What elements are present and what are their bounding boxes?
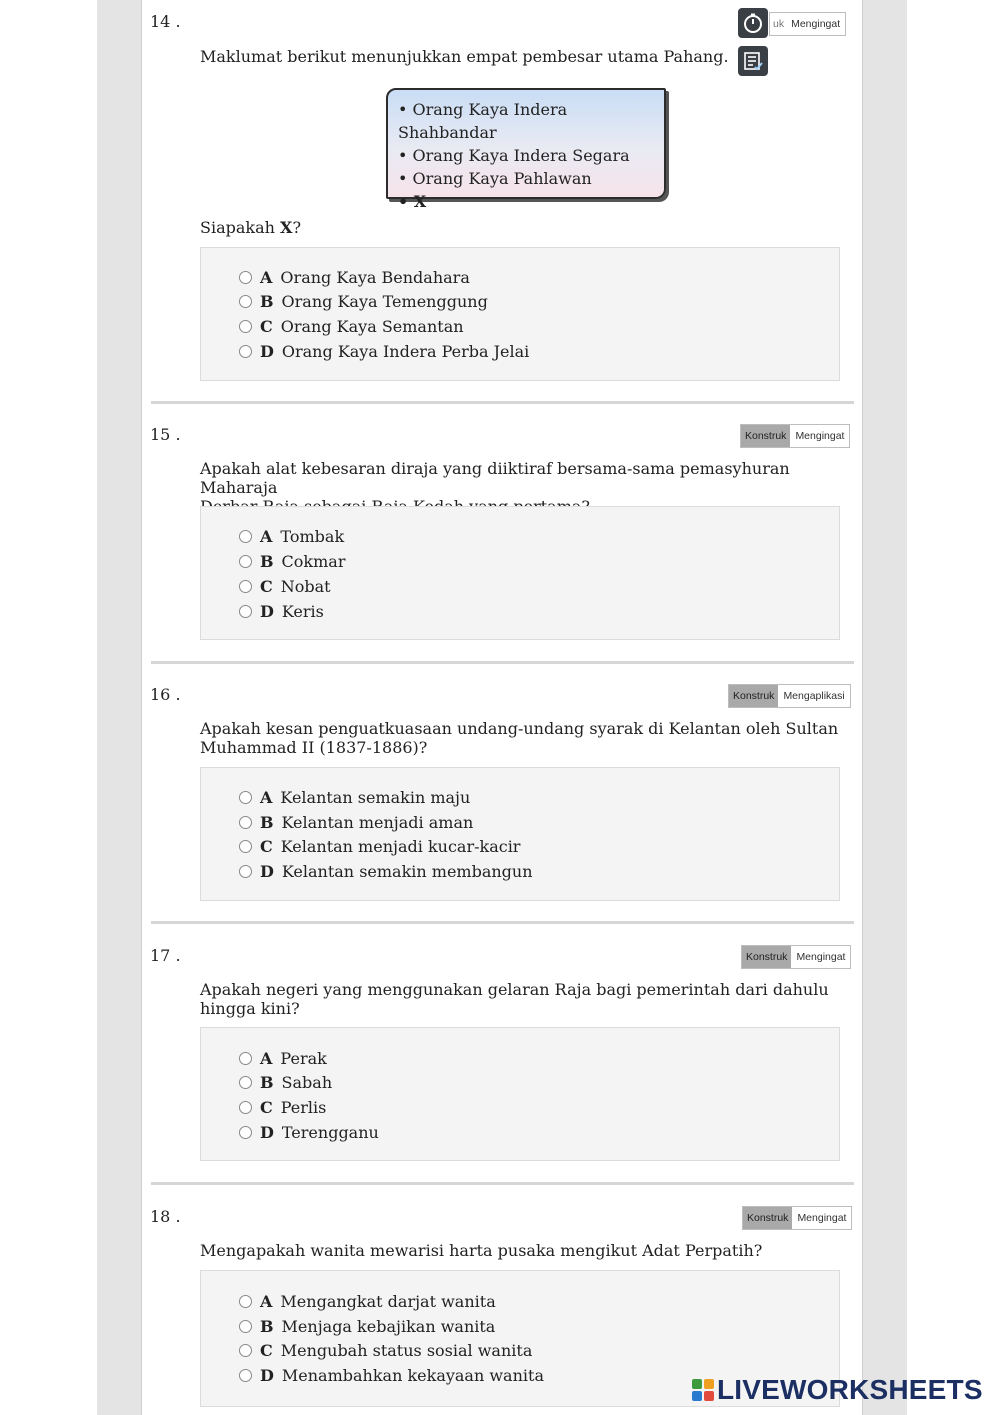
tag-level: Mengingat [791,946,850,968]
option-letter: D [260,342,274,361]
section-divider [151,921,854,924]
option-16-d[interactable] [239,862,533,881]
option-text: Sabah [281,1073,333,1092]
option-text: Tombak [280,527,345,546]
option-text: Keris [281,602,324,621]
info-callout-box [386,88,666,211]
radio-button[interactable] [239,1344,252,1357]
question-stem-18: Mengapakah wanita mewarisi harta pusaka mengikut Adat Perpatih? [200,1241,763,1260]
radio-button[interactable] [239,1076,252,1089]
question-number-17: 17 . [150,946,181,965]
option-text: Kelantan semakin membangun [281,862,533,881]
tag-construct: Konstruk [741,425,790,447]
option-text: Orang Kaya Semantan [280,317,464,336]
stem-line: Apakah negeri yang menggunakan gelaran Raja bagi pemerintah dari dahulu [200,980,829,999]
option-17-c[interactable] [239,1098,326,1117]
tag-construct: Konstruk [729,685,778,707]
question-stem-14: Maklumat berikut menunjukkan empat pembesar utama Pahang. [200,47,729,66]
option-text: Kelantan menjadi kucar-kacir [280,837,521,856]
option-15-c[interactable] [239,577,331,596]
options-box-14 [200,247,840,381]
option-text: Mengubah status sosial wanita [280,1341,533,1360]
right-gutter [862,0,907,1415]
timer-icon [742,12,764,34]
radio-button[interactable] [239,555,252,568]
option-18-d[interactable] [239,1366,544,1385]
option-14-d[interactable] [239,342,529,361]
option-letter: B [260,1073,274,1092]
stem-line: Muhammad II (1837-1886)? [200,738,428,757]
left-gutter [97,0,142,1415]
options-box-16 [200,767,840,901]
option-text: Menjaga kebajikan wanita [281,1317,496,1336]
option-16-b[interactable] [239,813,473,832]
logo-grid-icon [692,1379,714,1401]
stem-line: Apakah kesan penguatkuasaan undang-undang syarak di Kelantan oleh Sultan [200,719,839,738]
option-letter: D [260,862,274,881]
question-stem-16 [200,719,855,757]
option-14-c[interactable] [239,317,464,336]
option-text: Perak [280,1049,327,1068]
option-letter: D [260,602,274,621]
option-letter: C [260,837,273,856]
option-14-a[interactable] [239,268,470,287]
option-letter: B [260,292,274,311]
radio-button[interactable] [239,1320,252,1333]
option-letter: A [260,527,273,546]
option-text: Terengganu [281,1123,379,1142]
section-divider [151,661,854,664]
question-number-18: 18 . [150,1207,181,1226]
callout-item: • X [398,190,664,213]
logo-text: LIVEWORKSHEETS [717,1374,983,1405]
question-tag-18 [742,1206,852,1230]
options-box-17 [200,1027,840,1161]
option-text: Mengangkat darjat wanita [280,1292,496,1311]
tag-level: Mengaplikasi [778,685,849,707]
question-tag-17 [741,945,851,969]
options-box-15 [200,506,840,640]
option-18-a[interactable] [239,1292,496,1311]
tag-construct: Konstruk [742,946,791,968]
option-14-b[interactable] [239,292,488,311]
radio-button[interactable] [239,1369,252,1382]
tag-construct: uk [770,13,786,35]
question-number-14: 14 . [150,12,181,31]
prompt-text: Siapakah [200,218,281,237]
option-letter: A [260,1049,273,1068]
radio-button[interactable] [239,580,252,593]
callout-item: • Orang Kaya Pahlawan [398,167,664,190]
left-margin [0,0,97,1415]
radio-button[interactable] [239,840,252,853]
option-letter: B [260,552,274,571]
radio-button[interactable] [239,271,252,284]
stem-line: Apakah alat kebesaran diraja yang diiktiraf bersama-sama pemasyhuran Maharaja [200,459,790,497]
callout-item: • Orang Kaya Indera Segara [398,144,664,167]
option-letter: C [260,577,273,596]
option-text: Nobat [280,577,331,596]
radio-button[interactable] [239,1052,252,1065]
option-15-d[interactable] [239,602,324,621]
option-letter: B [260,813,274,832]
option-letter: A [260,268,273,287]
radio-button[interactable] [239,605,252,618]
radio-button[interactable] [239,295,252,308]
option-text: Orang Kaya Indera Perba Jelai [281,342,530,361]
option-letter: A [260,788,273,807]
radio-button[interactable] [239,530,252,543]
option-15-b[interactable] [239,552,345,571]
option-letter: C [260,1098,273,1117]
prompt-variable: X [280,218,293,237]
option-letter: D [260,1366,274,1385]
radio-button[interactable] [239,1101,252,1114]
question-prompt-14 [200,218,855,237]
radio-button[interactable] [239,1126,252,1139]
option-text: Cokmar [281,552,346,571]
option-17-a[interactable] [239,1049,327,1068]
option-letter: C [260,1341,273,1360]
radio-button[interactable] [239,1295,252,1308]
option-16-a[interactable] [239,788,470,807]
question-tag-15 [740,424,850,448]
stem-line: hingga kini? [200,999,300,1018]
prompt-mark: ? [292,218,302,237]
tag-level: Mengingat [792,1207,851,1229]
option-text: Perlis [280,1098,327,1117]
option-18-c[interactable] [239,1341,532,1360]
option-18-b[interactable] [239,1317,495,1336]
question-number-16: 16 . [150,685,181,704]
option-text: Orang Kaya Bendahara [280,268,470,287]
section-divider [151,1182,854,1185]
radio-button[interactable] [239,816,252,829]
radio-button[interactable] [239,320,252,333]
liveworksheets-logo [692,1374,983,1406]
option-17-b[interactable] [239,1073,332,1092]
timer-button[interactable] [738,8,768,38]
option-letter: B [260,1317,274,1336]
question-tag-14 [769,12,846,36]
option-17-d[interactable] [239,1123,379,1142]
tag-level: Mengingat [790,425,849,447]
option-16-c[interactable] [239,837,520,856]
question-tag-16 [728,684,851,708]
tag-level: Mengingat [786,13,845,35]
option-letter: C [260,317,273,336]
radio-button[interactable] [239,791,252,804]
question-stem-17 [200,980,855,1018]
radio-button[interactable] [239,345,252,358]
tag-construct: Konstruk [743,1207,792,1229]
option-text: Orang Kaya Temenggung [281,292,488,311]
option-letter: A [260,1292,273,1311]
option-text: Kelantan menjadi aman [281,813,474,832]
option-letter: D [260,1123,274,1142]
option-15-a[interactable] [239,527,344,546]
option-text: Kelantan semakin maju [280,788,471,807]
callout-item: • Orang Kaya Indera Shahbandar [398,98,664,144]
option-text: Menambahkan kekayaan wanita [281,1366,544,1385]
radio-button[interactable] [239,865,252,878]
section-divider [151,401,854,404]
question-number-15: 15 . [150,425,181,444]
